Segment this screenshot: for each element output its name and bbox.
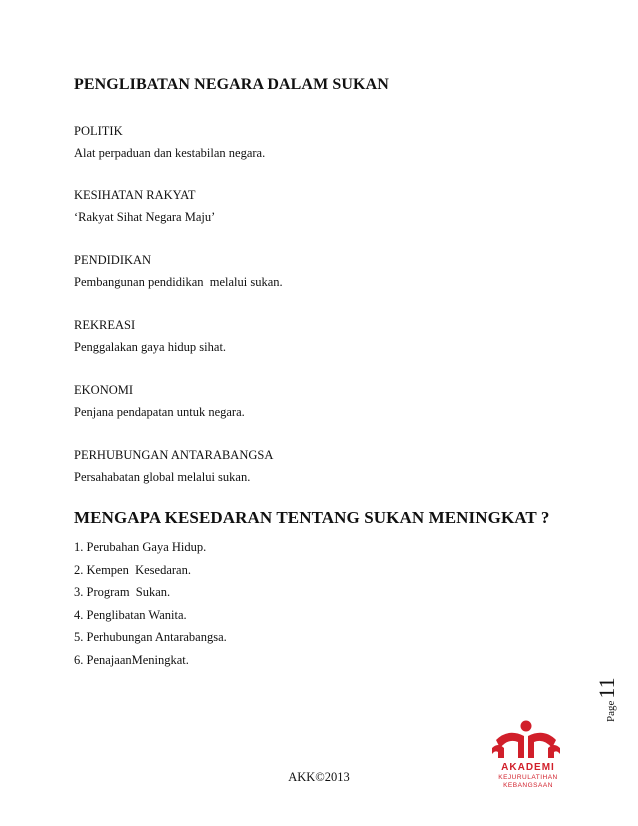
section-politik — [74, 120, 265, 164]
section-heading: REKREASI — [74, 318, 136, 332]
list-item: 2. Kempen Kesedaran. — [74, 562, 191, 577]
section-title-mengapa: MENGAPA KESEDARAN TENTANG SUKAN MENINGKAT ? — [74, 508, 550, 527]
section-description: Pembangunan pendidikan melalui sukan. — [74, 275, 283, 289]
section-description: Penggalakan gaya hidup sihat. — [74, 340, 227, 354]
logo-text-line2: KEJURULATIHAN — [498, 774, 558, 781]
footer-copyright: AKK©2013 — [288, 770, 350, 784]
section-description: Penjana pendapatan untuk negara. — [74, 405, 245, 419]
section-description: ‘Rakyat Sihat Negara Maju’ — [74, 210, 216, 224]
list-item: 6. PenajaanMeningkat. — [74, 652, 189, 667]
logo-text-line1: AKADEMI — [501, 762, 555, 773]
list-item: 5. Perhubungan Antarabangsa. — [74, 630, 227, 645]
page-number-value: 11 — [594, 677, 619, 699]
section-heading: EKONOMI — [74, 383, 134, 397]
section-heading: PENDIDIKAN — [74, 253, 152, 267]
section-description: Persahabatan global melalui sukan. — [74, 470, 251, 484]
section-title-penglibatan: PENGLIBATAN NEGARA DALAM SUKAN — [74, 76, 389, 93]
section-kesihatan-rakyat — [74, 184, 215, 228]
logo-text-line3: KEBANGSAAN — [503, 782, 553, 789]
section-rekreasi — [74, 314, 226, 358]
page-label: Page — [605, 700, 617, 722]
page-number — [594, 662, 624, 722]
reasons-list — [74, 536, 227, 672]
section-heading: KESIHATAN RAKYAT — [74, 188, 196, 202]
section-pendidikan — [74, 249, 283, 293]
section-heading: PERHUBUNGAN ANTARABANGSA — [74, 448, 274, 462]
list-item: 4. Penglibatan Wanita. — [74, 607, 187, 622]
list-item: 3. Program Sukan. — [74, 585, 171, 600]
section-perhubungan-antarabangsa — [74, 444, 273, 488]
section-ekonomi — [74, 379, 245, 423]
section-heading: POLITIK — [74, 124, 123, 138]
section-description: Alat perpaduan dan kestabilan negara. — [74, 146, 266, 160]
list-item: 1. Perubahan Gaya Hidup. — [74, 540, 207, 554]
